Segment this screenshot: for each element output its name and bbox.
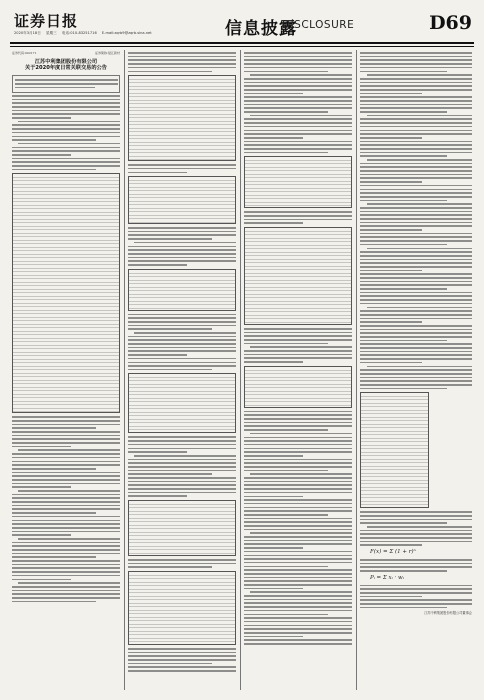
- data-table: [128, 176, 236, 224]
- stock-code: 证券代码:002171: [12, 51, 37, 55]
- column-3: [244, 50, 352, 692]
- issue-meta: [14, 31, 156, 36]
- announcement-title: 关于2020年度日常关联交易的公告: [25, 64, 107, 71]
- data-table: [128, 269, 236, 311]
- data-table: [128, 373, 236, 433]
- announcement-header: [12, 52, 120, 71]
- data-table: [360, 392, 429, 508]
- related-transaction-table: [12, 173, 120, 413]
- issue-phone: 电话:010-83251716: [61, 31, 97, 35]
- column-divider: [124, 50, 125, 690]
- formula: F(x) = Σ (1 + r)ⁿ: [370, 549, 416, 556]
- masthead: [10, 8, 474, 42]
- page-number: D69: [429, 12, 472, 34]
- data-table: [128, 571, 236, 645]
- stock-code-line: [12, 52, 120, 56]
- board-notice-box: [12, 75, 120, 93]
- stock-abbr: 证券简称:楚江新材: [94, 51, 120, 55]
- data-table: [128, 500, 236, 556]
- signoff: 江苏中利集团股份有限公司董事会: [424, 611, 472, 616]
- masthead-rule: [10, 42, 474, 44]
- masthead-rule-thin: [10, 46, 474, 47]
- formula: Pᵢ = Σ xᵢ · wᵢ: [370, 574, 404, 581]
- announcement-company: 江苏中利集团股份有限公司: [34, 58, 98, 65]
- data-table: [244, 366, 352, 408]
- column-divider: [356, 50, 357, 690]
- data-table: [128, 75, 236, 161]
- column-4: [360, 50, 472, 692]
- data-table: [244, 227, 352, 325]
- column-divider: [240, 50, 241, 690]
- newspaper-logo: 证券日报: [14, 12, 79, 30]
- section-title: 信息披露: [225, 19, 297, 39]
- issue-email: E-mail:zqrb9@zqrb.sina.net: [101, 31, 152, 35]
- column-1: [12, 50, 120, 692]
- issue-weekday: 星期三: [45, 31, 57, 35]
- section-subtitle: DISCLOSURE: [282, 19, 355, 31]
- column-2: [128, 50, 236, 692]
- data-table: [244, 156, 352, 208]
- issue-date: 2020年3月18日: [14, 31, 41, 35]
